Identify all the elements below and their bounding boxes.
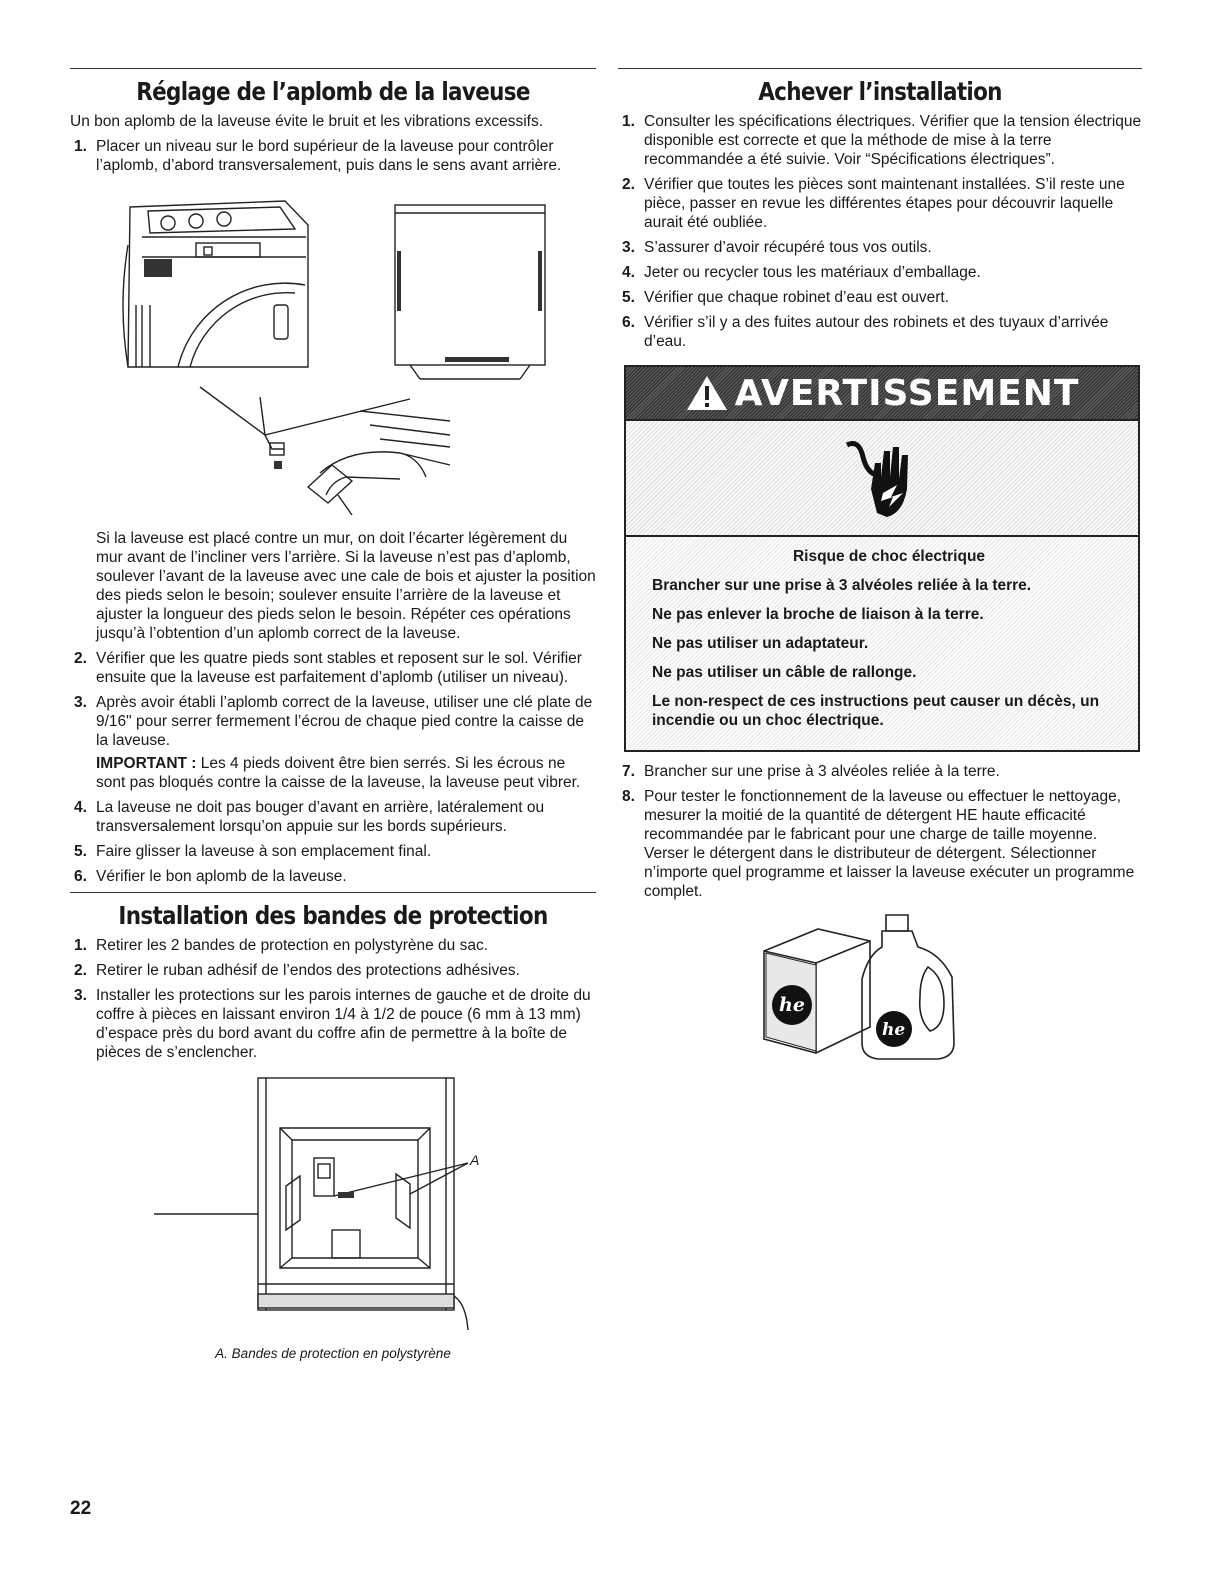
list-item: 3. Après avoir établi l’aplomb correct de la laveuse, utiliser une clé plate de 9/16" pour serrer fermement l’écrou de chaque pied contre la caisse de la laveuse. IMPORTANT : Les 4 pieds doivent être bien serrés. Si les écrous ne sont pas bloqués contre la caisse de la laveuse, la laveuse peut vibrer. [70,693,596,792]
list-item: 3. S’assurer d’avoir récupéré tous vos outils. [622,239,932,256]
list-item: 8. Pour tester le fonctionnement de la laveuse ou effectuer le nettoyage, mesurer la moitié de la quantité de détergent HE haute efficacité recommandée par le fabricant pour une charge de taille moyenne. Verser le détergent dans le distributeur de détergent. Sélectionner n’importe quel programme et laisser la laveuse exécuter un programme complet. [622,788,1135,900]
list-item: 3. Installer les protections sur les parois internes de gauche et de droite du coffre à pièces en laissant environ 1/4 à 1/2 de pouce (6 mm à 13 mm) d’espace près du bord avant du coffre afin de permettre à la boîte de pièces de s’enclencher. [74,987,591,1061]
leveling-step-1: Placer un niveau sur le bord supérieur de la laveuse pour contrôler l’aplomb, d’abord transversalement, puis dans le sens avant arrière. [96,138,562,174]
he-logo-box: he [779,994,805,1016]
leveling-step-4: La laveuse ne doit pas bouger d’avant en arrière, latéralement ou transversalement lorsqu’on appuie sur les bords supérieurs. [96,799,545,835]
warning-pictogram [626,419,1138,537]
he-logo-bottle: he [882,1020,906,1040]
figure-label-a: A [470,1152,480,1168]
important-label: IMPORTANT : [96,755,197,772]
warning-risk: Risque de choc électrique [792,548,986,565]
detergent-illustration [758,907,968,1067]
leveling-step-3: Après avoir établi l’aplomb correct de la laveuse, utiliser une clé plate de 9/16" pour serrer fermement l’écrou de chaque pied contre la caisse de la laveuse. [96,694,593,749]
warning-title: AVERTISSEMENT [734,372,1080,414]
important-text: Les 4 pieds doivent être bien serrés. Si les écrous ne sont pas bloqués contre la caisse de la laveuse, la laveuse peut vibrer. [96,755,581,791]
warning-line-4: Ne pas utiliser un câble de rallonge. [652,664,917,681]
right-column [618,68,1142,1067]
complete-step-1: Consulter les spécifications électriques. Vérifier que la tension électrique disponible est correcte et que la méthode de mise à la terre recommandée a été suivie. Voir “Spécifications électriques”. [644,113,1142,168]
complete-step-8: Pour tester le fonctionnement de la laveuse ou effectuer le nettoyage, mesurer la moitié de la quantité de détergent HE haute efficacité recommandée par le fabricant pour une charge de taille moyenne. Verser le détergent dans le distributeur de détergent. Sélectionner n’importe quel programme et laisser la laveuse exécuter un programme complet. [644,788,1135,900]
warning-triangle-icon [685,374,729,412]
warning-box [624,365,1140,752]
page-number: 22 [70,1498,92,1519]
warning-line-3: Ne pas utiliser un adaptateur. [652,635,869,652]
leveling-heading: Réglage de l’aplomb de la laveuse [136,77,530,106]
list-item: 1. Retirer les 2 bandes de protection en polystyrène du sac. [74,937,489,954]
pads-steps [70,936,596,1062]
pads-step-3: Installer les protections sur les parois internes de gauche et de droite du coffre à pièces en laissant environ 1/4 à 1/2 de pouce (6 mm à 13 mm) d’espace près du bord avant du coffre afin de permettre à la boîte de pièces de s’enclencher. [96,987,591,1061]
complete-step-3: S’assurer d’avoir récupéré tous vos outils. [644,239,932,256]
pads-heading: Installation des bandes de protection [118,901,548,930]
list-item: 2. Vérifier que les quatre pieds sont stables et reposent sur le sol. Vérifier ensuite que la laveuse est parfaitement d’aplomb (utiliser un niveau). [74,650,582,686]
pads-illustration [70,1068,596,1344]
list-item: 4. La laveuse ne doit pas bouger d’avant en arrière, latéralement ou transversalement lorsqu’on appuie sur les bords supérieurs. [74,799,545,835]
he-detergent-drawing [758,907,968,1067]
section-rule [70,68,596,69]
list-item: 5. Faire glisser la laveuse à son emplacement final. [74,843,432,860]
leveling-steps [70,137,596,886]
washer-leveling-drawing [70,185,570,521]
list-item: 2. Retirer le ruban adhésif de l’endos des protections adhésives. [74,962,520,979]
leveling-step-6: Vérifier le bon aplomb de la laveuse. [96,868,347,885]
pads-step-1: Retirer les 2 bandes de protection en polystyrène du sac. [96,937,489,954]
list-item: 5. Vérifier que chaque robinet d’eau est ouvert. [622,289,950,306]
section-rule [70,892,596,893]
complete-heading: Achever l’installation [758,77,1002,106]
warning-text [626,537,1138,750]
leveling-step-2: Vérifier que les quatre pieds sont stables et reposent sur le sol. Vérifier ensuite que la laveuse est parfaitement d’aplomb (utiliser un niveau). [96,650,582,686]
complete-steps-continued [618,762,1142,901]
leveling-step-1-continued: Si la laveuse est placé contre un mur, on doit l’écarter légèrement du mur avant de l’incliner vers l’arrière. Si la laveuse n’est pas d’aplomb, soulever l’avant de la laveuse avec une cale de bois et ajuster la position des pieds selon le besoin; soulever ensuite l’arrière de la laveuse et ajuster la longueur des pieds selon le besoin. Répéter ces opérations jusqu’à l’obtention d’un aplomb correct de la laveuse. [96,530,596,642]
complete-step-2: Vérifier que toutes les pièces sont maintenant installées. S’il reste une pièce, passer en revue les différentes étapes pour découvrir laquelle aurait été oubliée. [644,176,1125,231]
list-item: 1. Consulter les spécifications électriques. Vérifier que la tension électrique disponible est correcte et que la méthode de mise à la terre recommandée a été suivie. Voir “Spécifications électriques”. [622,113,1142,168]
complete-step-4: Jeter ou recycler tous les matériaux d’emballage. [644,264,981,281]
list-item: 6. Vérifier le bon aplomb de la laveuse. [74,868,347,885]
list-item: 6. Vérifier s’il y a des fuites autour des robinets et des tuyaux d’arrivée d’eau. [622,314,1109,350]
left-column [70,68,596,1361]
complete-steps [618,112,1142,351]
electric-shock-hand-icon [837,433,927,523]
warning-line-2: Ne pas enlever la broche de liaison à la terre. [652,606,984,623]
warning-line-5: Le non-respect de ces instructions peut causer un décès, un incendie ou un choc électrique. [652,693,1100,729]
important-note [96,754,596,792]
leveling-step-5: Faire glisser la laveuse à son emplacement final. [96,843,432,860]
pads-caption: A. Bandes de protection en polystyrène [215,1346,451,1361]
leveling-illustration [70,185,570,521]
list-item: 1. Placer un niveau sur le bord supérieur de la laveuse pour contrôler l’aplomb, d’abord transversalement, puis dans le sens avant arrière. Si la laveuse est placé contre un mur, on doit l’écarter légèrement du mur avant de l’incliner vers l’arrière. Si la laveuse n’est pas d’aplomb, soulever l’avant de la laveuse avec une cale de bois et ajuster la position des pieds selon le besoin; soulever ensuite l’arrière de la laveuse et ajuster la longueur des pieds selon le besoin. Répéter ces opérations jusqu’à l’obtention d’un aplomb correct de la laveuse. [70,137,596,643]
warning-line-1: Brancher sur une prise à 3 alvéoles reliée à la terre. [652,577,1032,594]
pads-step-2: Retirer le ruban adhésif de l’endos des protections adhésives. [96,962,520,979]
list-item: 4. Jeter ou recycler tous les matériaux d’emballage. [622,264,981,281]
list-item: 2. Vérifier que toutes les pièces sont maintenant installées. S’il reste une pièce, passer en revue les différentes étapes pour découvrir laquelle aurait été oubliée. [622,176,1125,231]
complete-step-6: Vérifier s’il y a des fuites autour des robinets et des tuyaux d’arrivée d’eau. [644,314,1109,350]
complete-step-7: Brancher sur une prise à 3 alvéoles reliée à la terre. [644,763,1000,780]
section-rule [618,68,1142,69]
leveling-intro: Un bon aplomb de la laveuse évite le bruit et les vibrations excessifs. [70,113,543,130]
complete-step-5: Vérifier que chaque robinet d’eau est ouvert. [644,289,950,306]
warning-header [626,367,1138,419]
parts-bin-drawing [70,1068,596,1344]
list-item: 7. Brancher sur une prise à 3 alvéoles reliée à la terre. [622,763,1000,780]
